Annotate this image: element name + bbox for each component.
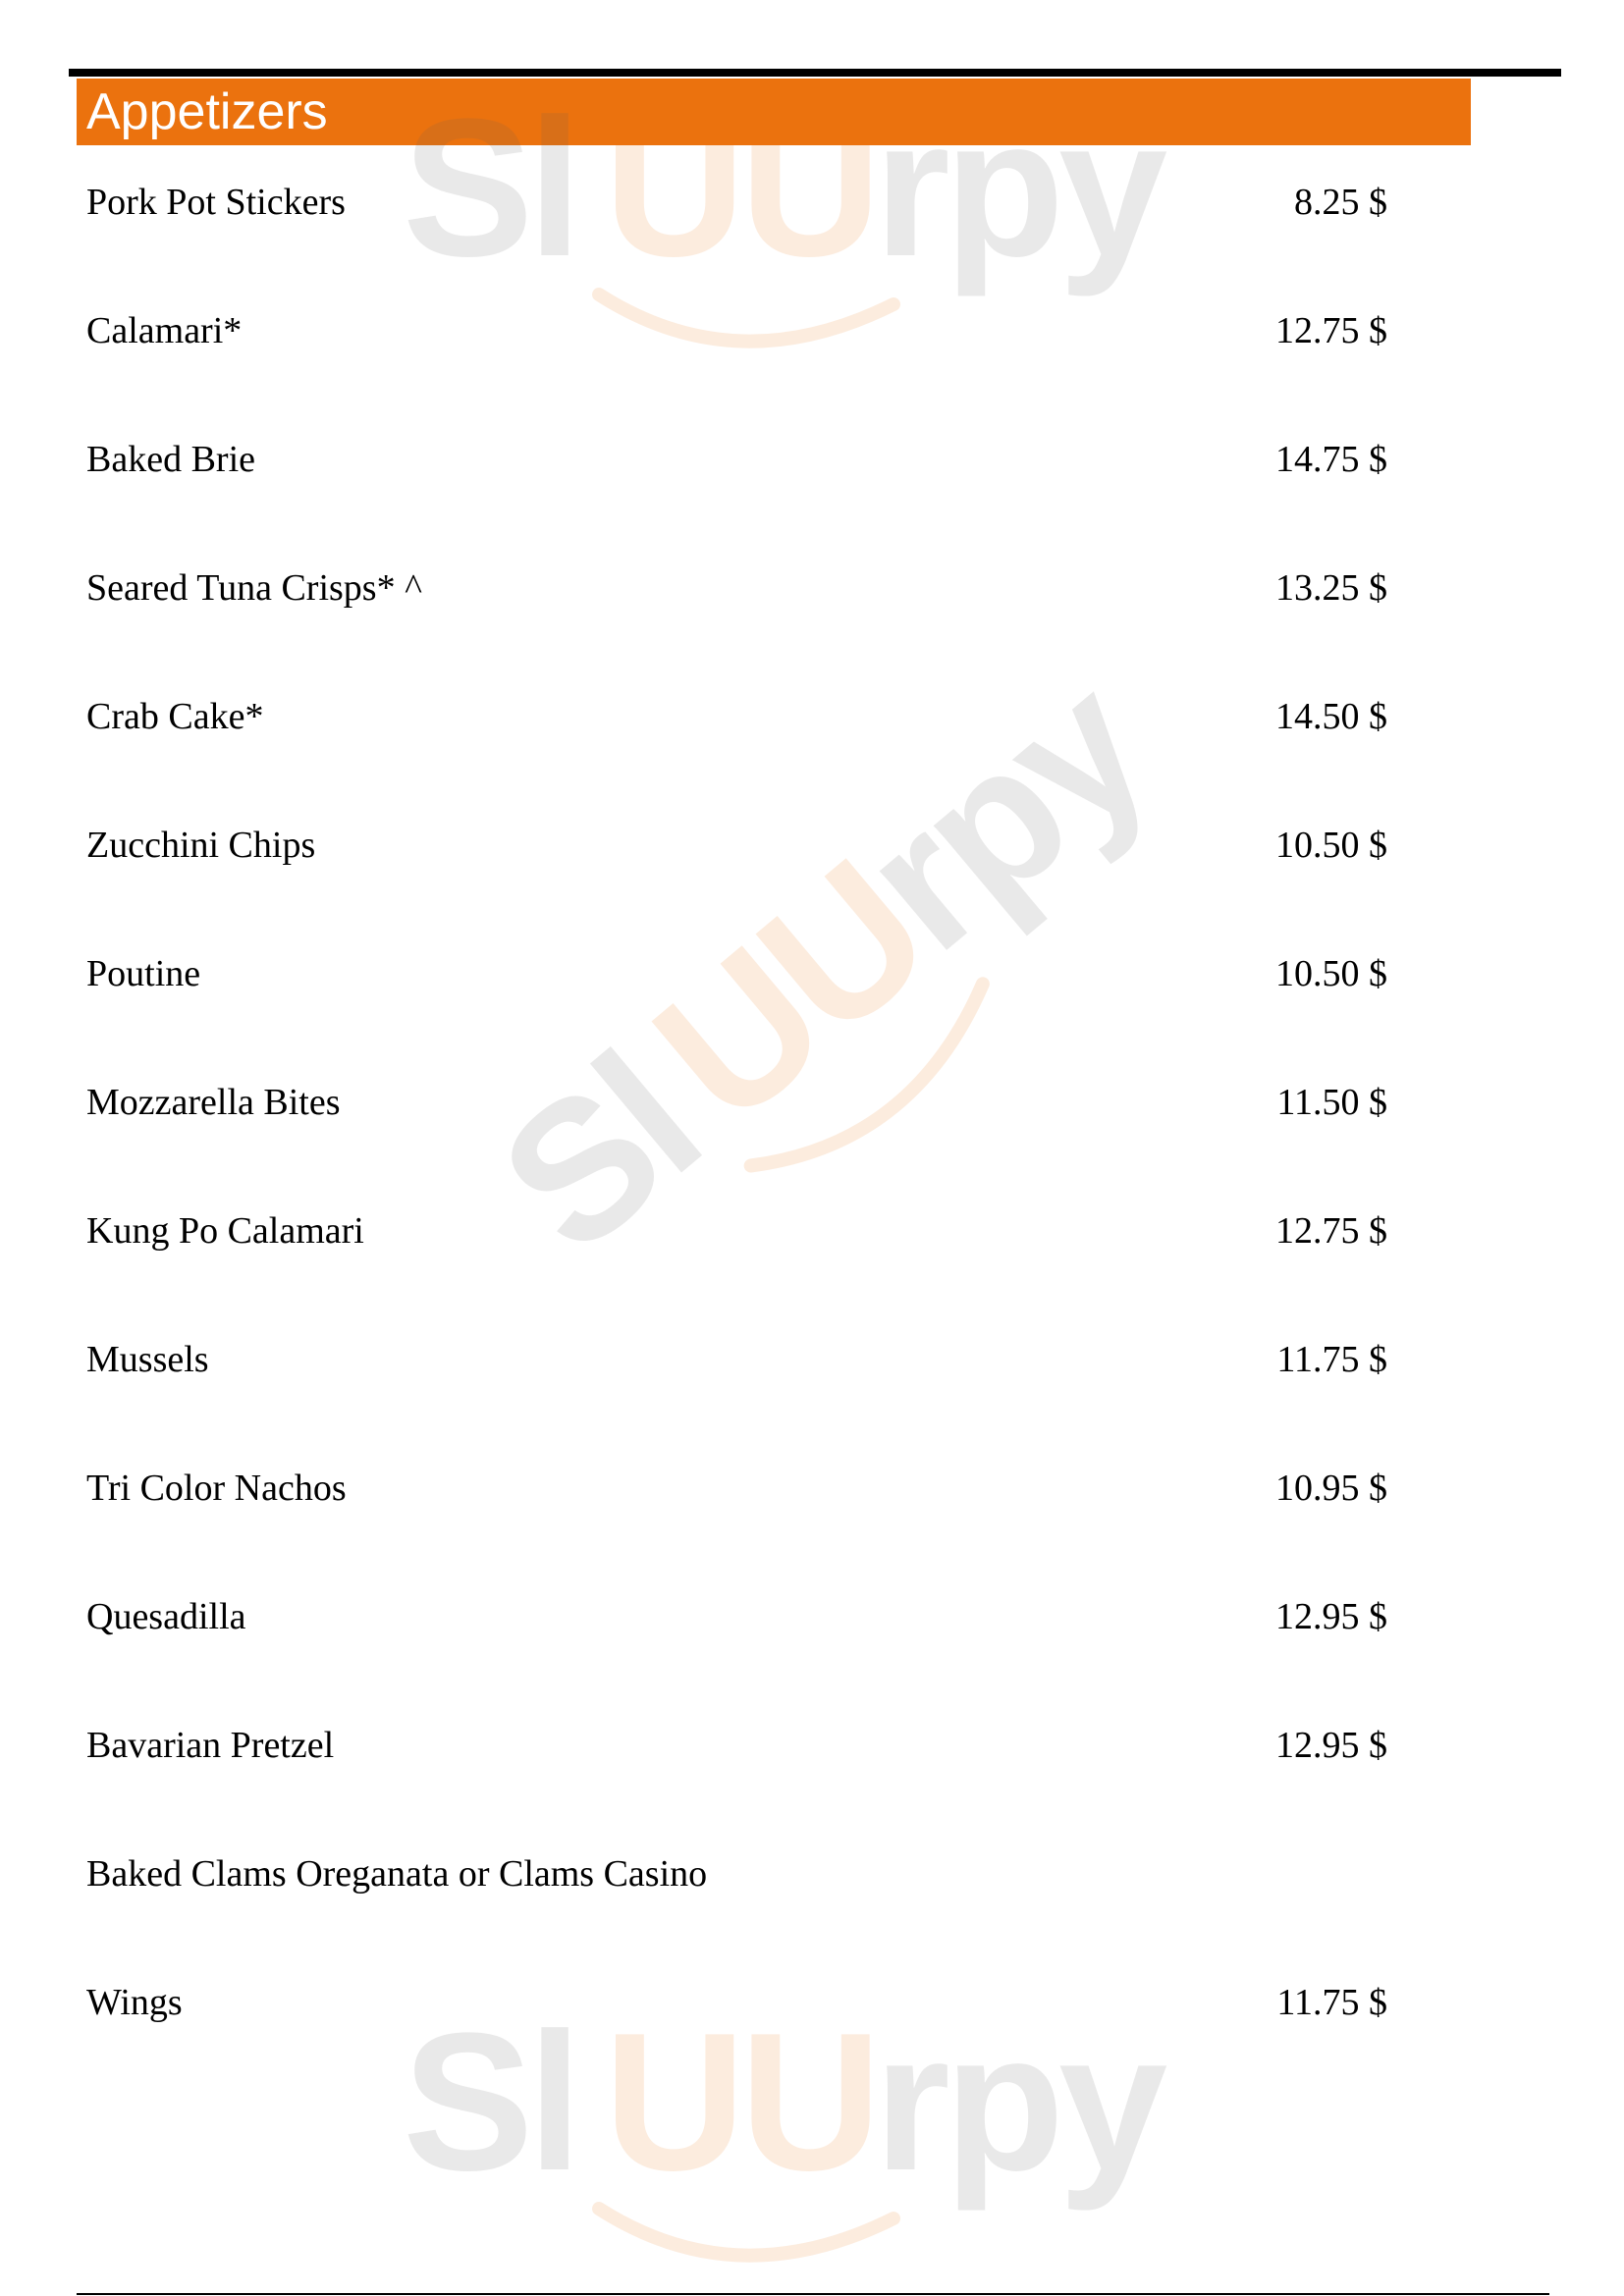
menu-item — [86, 1849, 1387, 1898]
svg-text:rpy: rpy — [822, 638, 1184, 991]
menu-item — [86, 178, 1387, 227]
item-name: Tri Color Nachos — [86, 1468, 347, 1509]
item-name: Pork Pot Stickers — [86, 182, 346, 223]
item-name: Baked Clams Oreganata or Clams Casino — [86, 1853, 708, 1895]
menu-item — [86, 1078, 1387, 1127]
item-name: Zucchini Chips — [86, 825, 316, 866]
item-name: Bavarian Pretzel — [86, 1725, 335, 1766]
item-name: Calamari* — [86, 310, 243, 351]
menu-item — [86, 1335, 1387, 1384]
top-rule — [69, 69, 1561, 77]
item-price: 13.25 $ — [1275, 567, 1387, 609]
item-price: 11.50 $ — [1276, 1082, 1387, 1123]
item-name: Baked Brie — [86, 439, 256, 480]
svg-text:rpy: rpy — [874, 1993, 1163, 2212]
svg-text:UU: UU — [604, 1993, 876, 2212]
menu-item — [86, 949, 1387, 998]
item-price: 10.95 $ — [1275, 1468, 1387, 1509]
svg-text:Sl: Sl — [403, 1993, 576, 2212]
item-price: 12.95 $ — [1275, 1596, 1387, 1637]
item-name: Quesadilla — [86, 1596, 246, 1637]
svg-text:rpy: rpy — [874, 79, 1163, 297]
item-price: 12.75 $ — [1275, 310, 1387, 351]
menu-item — [86, 1978, 1387, 2027]
item-price: 12.75 $ — [1275, 1210, 1387, 1252]
menu-item — [86, 1464, 1387, 1513]
menu-item — [86, 435, 1387, 484]
svg-text:Sl: Sl — [461, 1014, 735, 1295]
item-price: 10.50 $ — [1275, 953, 1387, 994]
svg-text:UU: UU — [604, 79, 876, 297]
item-name: Mussels — [86, 1339, 209, 1380]
item-name: Wings — [86, 1982, 183, 2023]
item-price: 8.25 $ — [1294, 182, 1387, 223]
menu-item — [86, 1206, 1387, 1255]
section-header — [77, 79, 1471, 145]
item-price: 12.95 $ — [1275, 1725, 1387, 1766]
section-title: Appetizers — [86, 83, 328, 140]
item-price: 14.50 $ — [1275, 696, 1387, 737]
menu-item — [86, 692, 1387, 741]
menu-item — [86, 306, 1387, 355]
item-price: 11.75 $ — [1276, 1339, 1387, 1380]
menu-item — [86, 821, 1387, 870]
item-name: Crab Cake* — [86, 696, 264, 737]
svg-text:Sl: Sl — [403, 79, 576, 297]
item-price: 10.50 $ — [1275, 825, 1387, 866]
item-price: 11.75 $ — [1276, 1982, 1387, 2023]
svg-text:UU: UU — [616, 822, 965, 1165]
item-name: Seared Tuna Crisps* ^ — [86, 567, 422, 609]
menu-item — [86, 1721, 1387, 1770]
item-price: 14.75 $ — [1275, 439, 1387, 480]
item-name: Mozzarella Bites — [86, 1082, 341, 1123]
menu-item — [86, 563, 1387, 613]
item-name: Kung Po Calamari — [86, 1210, 364, 1252]
menu-item — [86, 1592, 1387, 1641]
item-name: Poutine — [86, 953, 201, 994]
bottom-rule — [77, 2293, 1549, 2295]
